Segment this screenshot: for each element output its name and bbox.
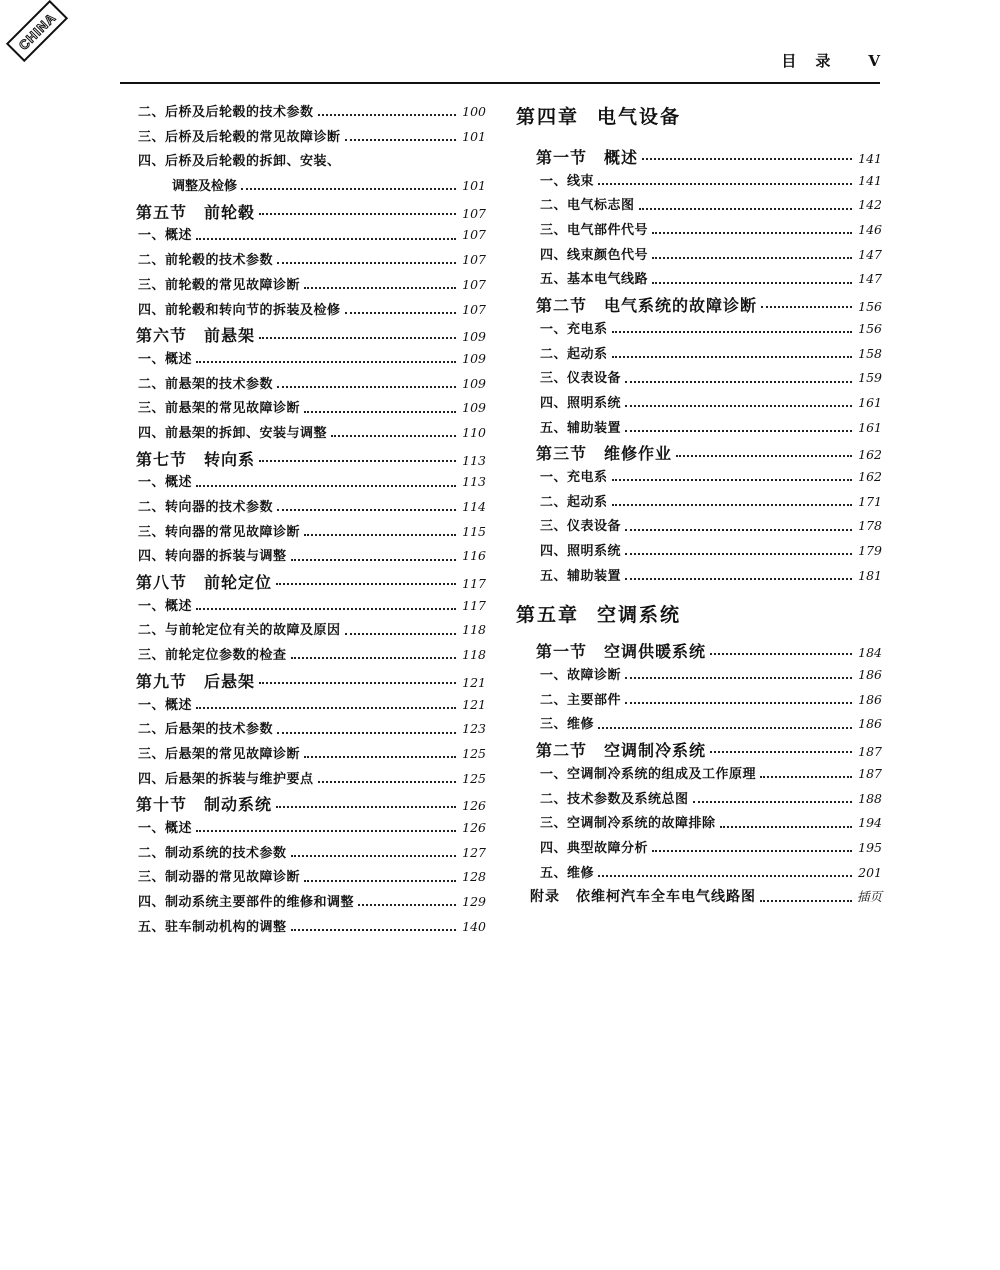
toc-entry-title: 第一节 空调供暖系统 — [536, 642, 707, 662]
dot-leader — [710, 751, 852, 753]
toc-item-entry[interactable] — [136, 175, 486, 200]
toc-left-column — [136, 101, 486, 940]
toc-page-number: 129 — [462, 894, 486, 909]
toc-page-number: 117 — [462, 597, 486, 613]
toc-entry-title: 五、辅助装置 — [540, 568, 622, 584]
toc-page-number: 117 — [462, 576, 486, 592]
dot-leader — [276, 806, 456, 808]
dot-leader — [304, 756, 456, 758]
chapter-title: 电气设备 — [597, 106, 682, 128]
dot-leader — [277, 732, 456, 734]
dot-leader — [652, 232, 852, 234]
toc-entry-title: 二、后悬架的技术参数 — [138, 722, 274, 738]
chapter-title: 空调系统 — [597, 604, 682, 627]
toc-entry-title: 第二节 电气系统的故障诊断 — [536, 296, 758, 316]
toc-page-number: 159 — [858, 370, 882, 386]
toc-entry-title: 四、前悬架的拆卸、安装与调整 — [138, 425, 328, 441]
toc-entry-title: 第二节 空调制冷系统 — [536, 741, 707, 761]
toc-entry-title: 三、前悬架的常见故障诊断 — [138, 401, 301, 417]
toc-page-number: 186 — [858, 667, 882, 683]
toc-item-entry[interactable] — [516, 318, 882, 343]
toc-item-entry[interactable] — [136, 718, 486, 743]
toc-entry-title: 三、前轮定位参数的检查 — [138, 648, 287, 664]
toc-page-number: 201 — [858, 864, 882, 880]
toc-page-number: 178 — [858, 518, 882, 534]
toc-item-entry[interactable] — [136, 694, 486, 719]
toc-page-number: 125 — [462, 770, 486, 786]
header-rule — [120, 82, 880, 84]
toc-page-number: 158 — [858, 345, 882, 361]
toc-page-number: 插页 — [856, 889, 882, 905]
toc-entry-title: 三、电气部件代号 — [540, 223, 649, 239]
toc-entry-title: 四、后桥及后轮毂的拆卸、安装、 — [138, 154, 341, 170]
toc-item-entry[interactable] — [516, 763, 882, 788]
dot-leader — [598, 875, 852, 877]
running-head-page: V — [868, 52, 882, 70]
toc-entry-title: 一、概述 — [138, 697, 193, 713]
toc-entry-title: 二、转向器的技术参数 — [138, 500, 274, 515]
dot-leader — [612, 479, 852, 481]
toc-entry-title: 三、仪表设备 — [540, 371, 622, 387]
toc-entry-title: 五、基本电气线路 — [540, 272, 649, 288]
toc-entry-title: 四、典型故障分析 — [540, 840, 649, 856]
toc-page-number: 188 — [858, 790, 882, 806]
toc-item-entry[interactable] — [136, 644, 486, 669]
toc-page-number: 107 — [462, 205, 486, 221]
toc-page-number: 109 — [462, 329, 486, 345]
toc-page-number: 142 — [858, 197, 882, 213]
toc-page-number: 125 — [462, 745, 486, 761]
toc-item-entry[interactable] — [516, 417, 882, 442]
toc-page-number: 162 — [858, 447, 882, 463]
toc-entry-title: 二、起动系 — [540, 346, 608, 362]
toc-item-entry[interactable] — [516, 540, 882, 565]
dot-leader — [196, 707, 456, 709]
toc-page-number: 171 — [858, 493, 882, 509]
toc-entry-title: 调整及检修 — [172, 179, 238, 195]
dot-leader — [345, 139, 456, 141]
dot-leader — [277, 509, 456, 511]
toc-page-number: 109 — [462, 350, 486, 366]
toc-right-column — [516, 101, 882, 911]
toc-entry-title: 第八节 前轮定位 — [136, 573, 273, 593]
toc-entry-title: 五、维修 — [540, 865, 595, 881]
toc-entry-title: 四、线束颜色代号 — [540, 247, 649, 263]
toc-item-entry[interactable] — [136, 496, 486, 521]
dot-leader — [598, 183, 852, 185]
dot-leader — [761, 306, 852, 308]
toc-page-number: 141 — [858, 172, 882, 188]
toc-entry-title: 三、前轮毂的常见故障诊断 — [138, 277, 301, 293]
dot-leader — [196, 830, 456, 832]
dot-leader — [612, 331, 852, 333]
toc-item-entry[interactable] — [516, 343, 882, 368]
toc-page-number: 186 — [858, 716, 882, 732]
dot-leader — [760, 776, 852, 778]
dot-leader — [625, 553, 852, 555]
toc-item-entry[interactable] — [516, 491, 882, 516]
toc-entry-title: 二、与前轮定位有关的故障及原因 — [138, 623, 341, 639]
toc-page-number: 187 — [858, 765, 882, 781]
dot-leader — [345, 633, 456, 635]
dot-leader — [196, 608, 456, 610]
toc-page-number: 146 — [858, 222, 882, 238]
dot-leader — [642, 158, 852, 160]
toc-item-entry[interactable] — [136, 471, 486, 496]
dot-leader — [598, 727, 852, 729]
dot-leader — [241, 188, 456, 190]
toc-item-entry[interactable] — [136, 916, 486, 941]
toc-entry-title: 四、前轮毂和转向节的拆装及检修 — [138, 302, 341, 318]
dot-leader — [652, 850, 852, 852]
toc-entry-title: 第七节 转向系 — [136, 449, 256, 469]
toc-page-number: 127 — [462, 844, 486, 860]
running-head-title: 目 录 — [781, 52, 833, 70]
toc-entry-title: 二、主要部件 — [540, 692, 622, 708]
toc-page-number: 121 — [462, 674, 486, 690]
toc-entry-title: 一、充电系 — [540, 321, 608, 337]
toc-item-entry[interactable] — [136, 521, 486, 546]
toc-entry-title: 一、概述 — [138, 351, 193, 367]
dot-leader — [345, 312, 456, 314]
appendix-label: 附录 — [530, 889, 560, 906]
toc-item-entry[interactable] — [136, 619, 486, 644]
toc-page-number: 107 — [462, 252, 486, 268]
toc-entry-title: 五、驻车制动机构的调整 — [138, 919, 287, 935]
toc-item-entry[interactable] — [136, 348, 486, 373]
appendix-title: 依维柯汽车全车电气线路图 — [576, 889, 756, 906]
toc-section-entry[interactable] — [516, 145, 882, 170]
toc-entry-title: 三、后桥及后轮毂的常见故障诊断 — [138, 129, 341, 145]
dot-leader — [276, 583, 456, 585]
toc-section-entry[interactable] — [516, 293, 882, 318]
toc-section-entry[interactable] — [136, 200, 486, 225]
toc-page-number: 186 — [858, 691, 882, 707]
dot-leader — [331, 435, 456, 437]
dot-leader — [291, 929, 456, 931]
toc-section-entry[interactable] — [136, 792, 486, 817]
toc-entry-title: 四、照明系统 — [540, 544, 622, 559]
toc-entry-title: 第九节 后悬架 — [136, 671, 256, 691]
toc-item-entry[interactable] — [516, 837, 882, 862]
toc-page-number: 114 — [462, 499, 486, 514]
toc-entry-title: 二、电气标志图 — [540, 198, 635, 214]
toc-item-entry[interactable] — [516, 170, 882, 195]
toc-item-entry[interactable] — [136, 422, 486, 447]
dot-leader — [304, 880, 456, 882]
toc-page-number: 101 — [462, 178, 486, 194]
dot-leader — [625, 677, 852, 679]
toc-entry-title: 一、概述 — [138, 820, 193, 836]
toc-page-number: 107 — [462, 301, 486, 317]
toc-item-entry[interactable] — [136, 891, 486, 916]
toc-entry-title: 一、故障诊断 — [540, 668, 622, 684]
toc-page-number: 126 — [462, 819, 486, 835]
toc-item-entry[interactable] — [136, 101, 486, 126]
toc-entry-title: 三、后悬架的常见故障诊断 — [138, 746, 301, 762]
toc-page-number: 156 — [858, 320, 882, 336]
toc-item-entry[interactable] — [136, 373, 486, 398]
dot-leader — [625, 381, 852, 383]
toc-item-entry[interactable] — [136, 842, 486, 867]
dot-leader — [259, 337, 456, 339]
toc-item-entry[interactable] — [136, 397, 486, 422]
dot-leader — [612, 504, 852, 506]
toc-section-entry[interactable] — [136, 323, 486, 348]
toc-entry-title: 二、制动系统的技术参数 — [138, 845, 287, 861]
toc-entry-title: 一、概述 — [138, 228, 193, 244]
toc-page-number: 116 — [462, 548, 486, 564]
toc-entry-title: 三、转向器的常见故障诊断 — [138, 524, 301, 540]
dot-leader — [652, 257, 852, 259]
dot-leader — [625, 529, 852, 531]
toc-item-entry[interactable] — [516, 268, 882, 293]
chapter-number: 第五章 — [516, 604, 580, 627]
dot-leader — [710, 653, 852, 655]
toc-entry-title: 三、仪表设备 — [540, 519, 622, 535]
toc-entry-title: 一、概述 — [138, 475, 193, 491]
toc-page-number: 147 — [858, 271, 882, 287]
toc-page-number: 100 — [462, 104, 486, 119]
dot-leader — [291, 559, 456, 561]
toc-entry-title — [530, 886, 756, 906]
toc-page-number: 109 — [462, 400, 486, 416]
dot-leader — [196, 361, 456, 363]
toc-page-number: 181 — [858, 567, 882, 583]
toc-entry-title: 一、线束 — [540, 173, 595, 189]
toc-entry-title: 第五节 前轮毂 — [136, 202, 256, 222]
dot-leader — [291, 855, 456, 857]
toc-entry-title: 三、空调制冷系统的故障排除 — [540, 816, 716, 832]
chapter-number: 第四章 — [516, 106, 580, 128]
toc-item-entry[interactable] — [136, 224, 486, 249]
toc-item-entry[interactable] — [136, 150, 486, 175]
toc-item-entry[interactable] — [136, 866, 486, 891]
toc-entry-title: 一、充电系 — [540, 469, 608, 485]
dot-leader — [760, 900, 852, 902]
toc-entry-title: 一、空调制冷系统的组成及工作原理 — [540, 766, 757, 782]
toc-entry-title: 第六节 前悬架 — [136, 326, 256, 346]
toc-appendix-entry[interactable] — [516, 886, 882, 911]
toc-page-number: 179 — [858, 543, 882, 558]
toc-entry-title: 第十节 制动系统 — [136, 795, 273, 815]
dot-leader — [318, 114, 456, 116]
toc-page-number: 161 — [858, 419, 882, 435]
toc-entry-title: 二、前轮毂的技术参数 — [138, 253, 274, 269]
toc-item-entry[interactable] — [136, 274, 486, 299]
toc-entry-title: 二、后桥及后轮毂的技术参数 — [138, 105, 314, 120]
toc-item-entry[interactable] — [516, 565, 882, 590]
toc-page-number: 147 — [858, 246, 882, 262]
toc-entry-title: 二、技术参数及系统总图 — [540, 791, 689, 807]
toc-item-entry[interactable] — [136, 817, 486, 842]
toc-item-entry[interactable] — [516, 788, 882, 813]
toc-item-entry[interactable] — [136, 768, 486, 793]
toc-entry-title: 四、照明系统 — [540, 395, 622, 411]
toc-section-entry[interactable] — [516, 441, 882, 466]
toc-item-entry[interactable] — [136, 545, 486, 570]
toc-entry-title: 五、辅助装置 — [540, 420, 622, 436]
toc-entry-title: 四、后悬架的拆装与维护要点 — [138, 771, 314, 787]
toc-item-entry[interactable] — [516, 367, 882, 392]
toc-page-number: 115 — [462, 523, 486, 539]
toc-page-number: 101 — [462, 128, 486, 144]
dot-leader — [625, 430, 852, 432]
toc-page-number: 156 — [858, 299, 882, 315]
toc-page-number: 161 — [858, 394, 882, 410]
dot-leader — [720, 826, 852, 828]
toc-page-number: 195 — [858, 839, 882, 855]
toc-item-entry[interactable] — [516, 664, 882, 689]
toc-page-number: 107 — [462, 227, 486, 243]
toc-page-number: 113 — [462, 452, 486, 468]
toc-section-entry[interactable] — [516, 639, 882, 664]
toc-page-number: 162 — [858, 468, 882, 484]
toc-entry-title: 二、起动系 — [540, 494, 608, 510]
toc-item-entry[interactable] — [516, 812, 882, 837]
toc-item-entry[interactable] — [516, 244, 882, 269]
toc-page-number: 110 — [462, 424, 486, 440]
dot-leader — [693, 801, 852, 803]
toc-entry-title: 第三节 维修作业 — [536, 444, 673, 464]
toc-item-entry[interactable] — [136, 743, 486, 768]
toc-item-entry[interactable] — [516, 194, 882, 219]
toc-item-entry[interactable] — [516, 689, 882, 714]
dot-leader — [304, 411, 456, 413]
dot-leader — [676, 455, 852, 457]
toc-section-entry[interactable] — [136, 447, 486, 472]
toc-entry-title: 三、维修 — [540, 717, 595, 733]
toc-entry-title: 四、制动系统主要部件的维修和调整 — [138, 895, 355, 910]
china-stamp: CHINA — [6, 0, 68, 62]
toc-section-entry[interactable] — [136, 669, 486, 694]
toc-item-entry[interactable] — [516, 515, 882, 540]
dot-leader — [259, 460, 456, 462]
dot-leader — [277, 262, 456, 264]
dot-leader — [639, 208, 852, 210]
toc-page-number: 107 — [462, 276, 486, 292]
toc-entry-title: 三、制动器的常见故障诊断 — [138, 870, 301, 886]
toc-page-number: 109 — [462, 375, 486, 391]
dot-leader — [304, 534, 456, 536]
toc-item-entry[interactable] — [136, 249, 486, 274]
toc-page-number: 123 — [462, 721, 486, 737]
dot-leader — [277, 386, 456, 388]
toc-page-number: 121 — [462, 696, 486, 712]
dot-leader — [259, 213, 456, 215]
chapter-heading — [516, 99, 882, 135]
toc-page-number: 140 — [462, 918, 486, 934]
dot-leader — [318, 781, 456, 783]
dot-leader — [625, 702, 852, 704]
toc-section-entry[interactable] — [516, 738, 882, 763]
toc-page-number: 194 — [858, 815, 882, 831]
dot-leader — [291, 657, 456, 659]
toc-page-number: 113 — [462, 474, 486, 490]
toc-page-number: 126 — [462, 798, 486, 814]
dot-leader — [612, 356, 852, 358]
toc-page-number: 118 — [462, 622, 486, 638]
toc-item-entry[interactable] — [516, 392, 882, 417]
toc-page-number: 141 — [858, 151, 882, 166]
dot-leader — [625, 578, 852, 580]
toc-item-entry[interactable] — [516, 219, 882, 244]
toc-section-entry[interactable] — [136, 570, 486, 595]
toc-item-entry[interactable] — [136, 299, 486, 324]
toc-entry-title: 第一节 概述 — [536, 148, 639, 167]
dot-leader — [358, 904, 456, 906]
dot-leader — [652, 282, 852, 284]
chapter-heading — [516, 597, 882, 633]
dot-leader — [625, 405, 852, 407]
toc-item-entry[interactable] — [136, 595, 486, 620]
toc-page-number: 118 — [462, 647, 486, 663]
toc-item-entry[interactable] — [516, 862, 882, 887]
toc-entry-title: 二、前悬架的技术参数 — [138, 376, 274, 392]
toc-entry-title: 一、概述 — [138, 598, 193, 614]
toc-item-entry[interactable] — [136, 126, 486, 151]
dot-leader — [196, 485, 456, 487]
dot-leader — [259, 682, 456, 684]
toc-entry-title: 四、转向器的拆装与调整 — [138, 549, 287, 565]
running-head — [781, 50, 882, 71]
toc-page-number: 184 — [858, 645, 882, 661]
dot-leader — [304, 287, 456, 289]
dot-leader — [196, 238, 456, 240]
toc-item-entry[interactable] — [516, 466, 882, 491]
toc-page-number: 128 — [462, 869, 486, 885]
toc-page-number: 187 — [858, 744, 882, 760]
toc-item-entry[interactable] — [516, 713, 882, 738]
